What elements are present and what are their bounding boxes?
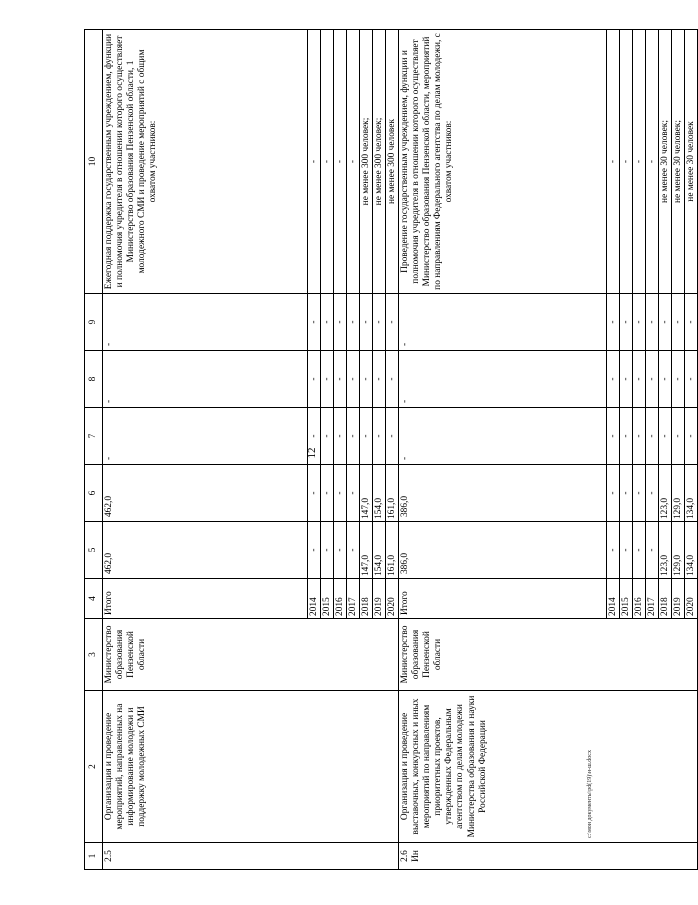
value: - — [334, 351, 347, 408]
value: - — [386, 351, 399, 408]
value: 147,0 — [360, 522, 373, 579]
value: - — [659, 408, 672, 465]
activity-name: Организация и проведение выставочных, конкурсных и иных мероприятий по направлениям приоритетных проектов, утвержденных Федеральным агентством по делам молодежи Министерства образования и науки Российской Федерации — [399, 691, 698, 843]
value: - — [347, 465, 360, 522]
header-cell: 4 — [85, 579, 103, 619]
result: - — [607, 30, 620, 294]
value: 134,0 — [685, 465, 698, 522]
header-row — [85, 30, 103, 870]
value: - — [334, 408, 347, 465]
value: - — [633, 522, 646, 579]
year: 2018 — [659, 579, 672, 619]
value: 154,0 — [373, 465, 386, 522]
value: - — [646, 465, 659, 522]
value: - — [347, 408, 360, 465]
result: - — [321, 30, 334, 294]
value: - — [646, 351, 659, 408]
header-cell: 3 — [85, 619, 103, 691]
table-row — [399, 30, 607, 870]
value: - — [685, 294, 698, 351]
value: - — [607, 351, 620, 408]
table-rotator — [84, 30, 696, 870]
value: - — [347, 294, 360, 351]
year: 2019 — [373, 579, 386, 619]
year: 2015 — [620, 579, 633, 619]
value: - — [360, 294, 373, 351]
total-value: - — [399, 408, 607, 465]
footer-file-path: c:\мои документы\рd(19)\н-ш.docx — [587, 750, 593, 838]
header-cell: 5 — [85, 522, 103, 579]
value: - — [672, 351, 685, 408]
year: 2017 — [347, 579, 360, 619]
total-value: 462,0 — [103, 465, 308, 522]
value: - — [373, 294, 386, 351]
value: - — [308, 465, 321, 522]
header-cell: 6 — [85, 465, 103, 522]
value: - — [321, 408, 334, 465]
value: - — [659, 351, 672, 408]
value: - — [685, 351, 698, 408]
value: 129,0 — [672, 522, 685, 579]
result: не менее 300 человек — [386, 30, 399, 294]
row-number: 2.5 — [103, 843, 399, 870]
value: - — [620, 351, 633, 408]
value: - — [321, 351, 334, 408]
header-cell: 7 — [85, 408, 103, 465]
value: - — [607, 408, 620, 465]
year: 2014 — [308, 579, 321, 619]
value: 134,0 — [685, 522, 698, 579]
result: не менее 300 человек; — [360, 30, 373, 294]
value: - — [633, 294, 646, 351]
value: 123,0 — [659, 465, 672, 522]
header-cell: 8 — [85, 351, 103, 408]
rotated-table-container — [84, 30, 696, 870]
value: - — [620, 465, 633, 522]
value: - — [620, 294, 633, 351]
value: - — [672, 408, 685, 465]
total-value: 462,0 — [103, 522, 308, 579]
expected-result: Ежегодная поддержка государственным учреждением, функции и полномочия учредителя в отношении которого осуществляет Министерство образования Пензенской области, 1 молодежного СМИ и проведение мероприятий с общим охватом участников: — [103, 30, 308, 294]
year: 2015 — [321, 579, 334, 619]
year: 2020 — [685, 579, 698, 619]
total-value: - — [103, 294, 308, 351]
year: 2019 — [672, 579, 685, 619]
value: - — [373, 351, 386, 408]
value: - — [633, 465, 646, 522]
header-cell: 10 — [85, 30, 103, 294]
value: - — [308, 522, 321, 579]
value: 129,0 — [672, 465, 685, 522]
total-value: - — [103, 351, 308, 408]
value: - — [607, 522, 620, 579]
value: - — [321, 522, 334, 579]
result: - — [308, 30, 321, 294]
value: - — [607, 465, 620, 522]
year: 2020 — [386, 579, 399, 619]
value: - — [646, 294, 659, 351]
page-number: 12 — [306, 447, 318, 459]
value: - — [334, 465, 347, 522]
year: 2018 — [360, 579, 373, 619]
value: 147,0 — [360, 465, 373, 522]
total-value: - — [103, 408, 308, 465]
result: не менее 30 человек; — [659, 30, 672, 294]
value: - — [646, 408, 659, 465]
value: - — [386, 408, 399, 465]
year: 2016 — [633, 579, 646, 619]
value: - — [334, 522, 347, 579]
value: - — [620, 408, 633, 465]
total-label: Итого — [399, 579, 607, 619]
result: - — [347, 30, 360, 294]
result: - — [646, 30, 659, 294]
activity-name: Организация и проведение мероприятий, направленных на информирование молодежи и поддержку молодежных СМИ — [103, 691, 399, 843]
year: 2017 — [646, 579, 659, 619]
value: - — [607, 294, 620, 351]
value: 161,0 — [386, 522, 399, 579]
total-value: 386,0 — [399, 465, 607, 522]
value: 123,0 — [659, 522, 672, 579]
value: - — [321, 294, 334, 351]
program-table — [84, 29, 698, 870]
result: не менее 30 человек; — [672, 30, 685, 294]
value: - — [308, 294, 321, 351]
result: - — [633, 30, 646, 294]
result: - — [334, 30, 347, 294]
total-value: - — [399, 294, 607, 351]
value: - — [360, 408, 373, 465]
value: - — [347, 522, 360, 579]
value: - — [308, 351, 321, 408]
value: - — [633, 351, 646, 408]
value: - — [646, 522, 659, 579]
value: - — [373, 408, 386, 465]
value: - — [347, 351, 360, 408]
total-value: 386,0 — [399, 522, 607, 579]
result: - — [620, 30, 633, 294]
result: не менее 300 человек; — [373, 30, 386, 294]
result: не менее 30 человек — [685, 30, 698, 294]
value: - — [620, 522, 633, 579]
value: 161,0 — [386, 465, 399, 522]
executor: Министерство образования Пензенской области — [399, 619, 698, 691]
header-cell: 1 — [85, 843, 103, 870]
value: - — [672, 294, 685, 351]
value: 154,0 — [373, 522, 386, 579]
year: 2016 — [334, 579, 347, 619]
header-cell: 2 — [85, 691, 103, 843]
value: - — [633, 408, 646, 465]
value: - — [685, 408, 698, 465]
value: - — [386, 294, 399, 351]
value: - — [308, 408, 321, 465]
row-number: 2.6 Ин — [399, 843, 698, 870]
value: - — [659, 294, 672, 351]
value: - — [360, 351, 373, 408]
executor: Министерство образования Пензенской области — [103, 619, 399, 691]
header-cell: 9 — [85, 294, 103, 351]
total-label: Итого — [103, 579, 308, 619]
total-value: - — [399, 351, 607, 408]
table-row — [103, 30, 308, 870]
value: - — [321, 465, 334, 522]
value: - — [334, 294, 347, 351]
year: 2014 — [607, 579, 620, 619]
expected-result: Проведение государственным учреждением, функции и полномочия учредителя в отношении которого осуществляет Министерство образования Пензенской области, мероприятий по направлениям Федерального агентства по делам молодежи, с охватом участников: — [399, 30, 607, 294]
